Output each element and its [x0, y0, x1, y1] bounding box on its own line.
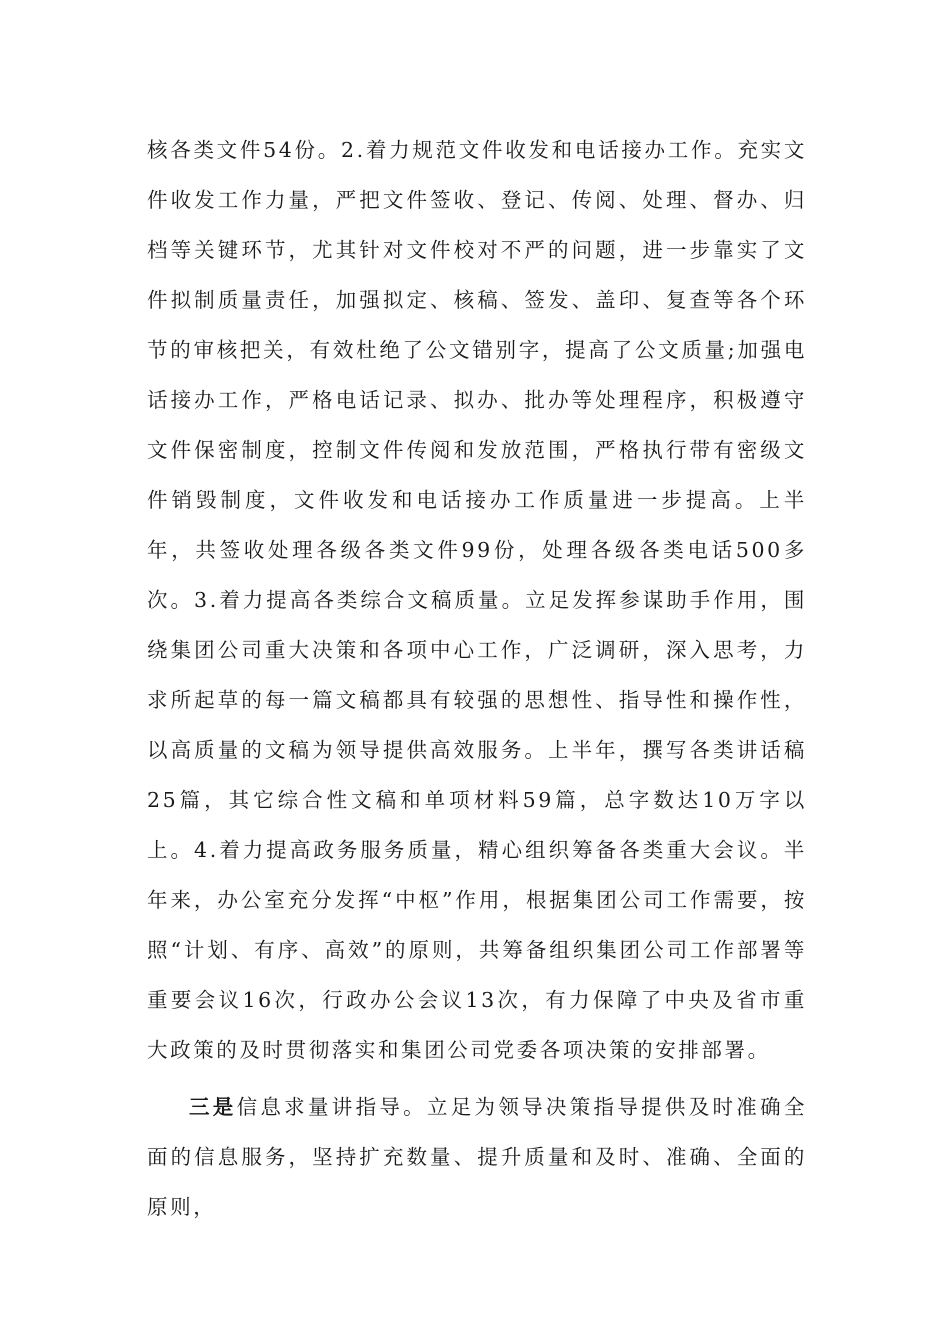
paragraph-lead-term: 三是: [189, 1095, 237, 1119]
body-paragraph-2: [147, 1082, 807, 1232]
body-paragraph-1: 核各类文件54份。2.着力规范文件收发和电话接办工作。充实文件收发工作力量，严把文件签收、登记、传阅、处理、督办、归档等关键环节，尤其针对文件校对不严的问题，进一步靠实了文件拟制质量责任，加强拟定、核稿、签发、盖印、复查等各个环节的审核把关，有效杜绝了公文错别字，提高了公文质量;加强电话接办工作，严格电话记录、拟办、批办等处理程序，积极遵守文件保密制度，控制文件传阅和发放范围，严格执行带有密级文件销毁制度，文件收发和电话接办工作质量进一步提高。上半年，共签收处理各级各类文件99份，处理各级各类电话500多次。3.着力提高各类综合文稿质量。立足发挥参谋助手作用，围绕集团公司重大决策和各项中心工作，广泛调研，深入思考，力求所起草的每一篇文稿都具有较强的思想性、指导性和操作性，以高质量的文稿为领导提供高效服务。上半年，撰写各类讲话稿25篇，其它综合性文稿和单项材料59篇，总字数达10万字以上。4.着力提高政务服务质量，精心组织筹备各类重大会议。半年来，办公室充分发挥“中枢”作用，根据集团公司工作需要，按照“计划、有序、高效”的原则，共筹备组织集团公司工作部署等重要会议16次，行政办公会议13次，有力保障了中央及省市重大政策的及时贯彻落实和集团公司党委各项决策的安排部署。: [147, 138, 807, 1062]
paragraph-body-text: 信息求量讲指导。立足为领导决策指导提供及时准确全面的信息服务，坚持扩充数量、提升质量和及时、准确、全面的原则，: [147, 1095, 807, 1219]
